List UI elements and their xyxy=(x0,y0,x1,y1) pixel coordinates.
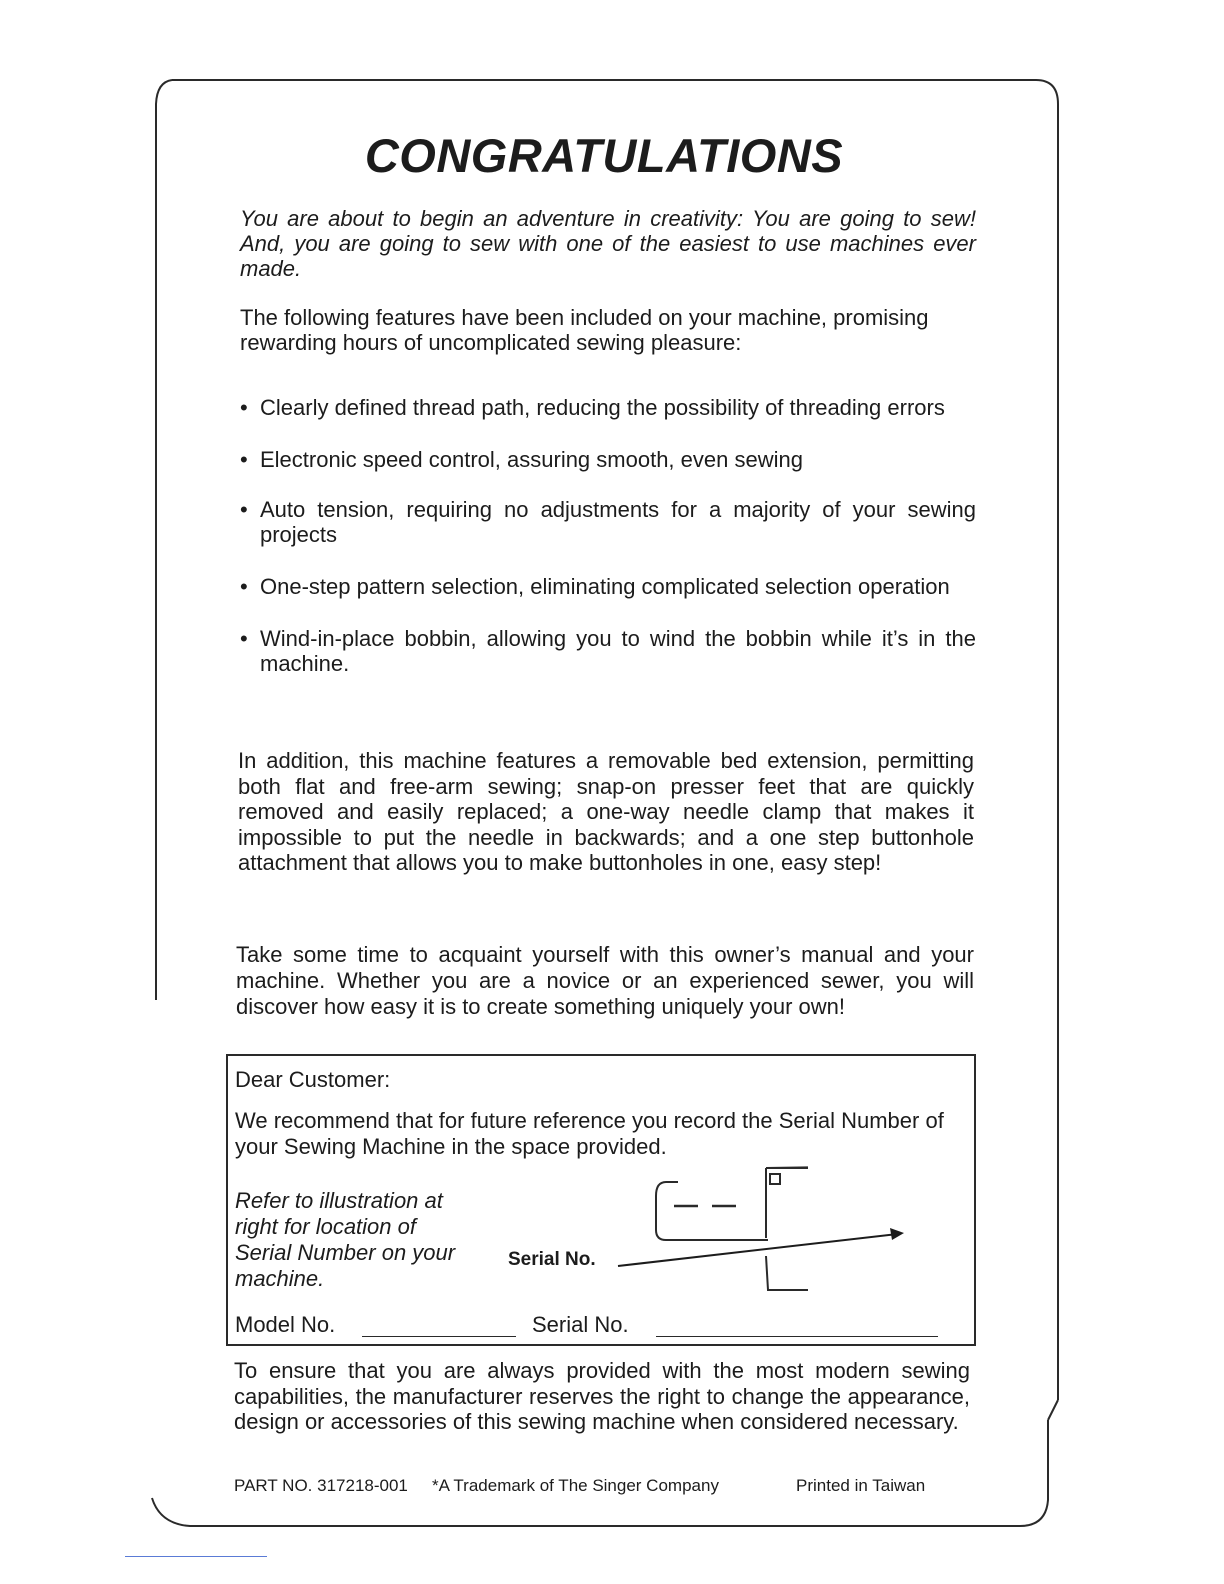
trademark-note: *A Trademark of The Singer Company xyxy=(432,1476,719,1495)
feature-item: • Electronic speed control, assuring smooth, even sewing xyxy=(240,447,803,472)
serial-callout-label: Serial No. xyxy=(508,1249,596,1270)
bullet-icon: • xyxy=(240,497,248,522)
customer-record-box xyxy=(226,1054,976,1346)
serial-number-field[interactable] xyxy=(656,1336,938,1337)
manufacturer-notice: To ensure that you are always provided with the most modern sewing capabilities, the manufacturer reserves the right to change the appearance, design or accessories of this sewing machine when considered necessary. xyxy=(234,1358,970,1434)
customer-greeting: Dear Customer: xyxy=(235,1067,391,1092)
feature-item: • Auto tension, requiring no adjustments for a majority of your sewing projects xyxy=(240,497,976,547)
model-number-label: Model No. xyxy=(235,1312,336,1337)
feature-list xyxy=(240,395,976,703)
page-title: CONGRATULATIONS xyxy=(364,129,844,182)
model-number-field[interactable] xyxy=(362,1336,516,1337)
bullet-icon: • xyxy=(240,395,248,420)
bullet-icon: • xyxy=(240,574,248,599)
bullet-icon: • xyxy=(240,626,248,651)
serial-recommendation: We recommend that for future reference you record the Serial Number of your Sewing Machine in the space provided. xyxy=(235,1108,944,1159)
feature-item: • Wind-in-place bobbin, allowing you to wind the bobbin while it’s in the machine. xyxy=(240,626,976,676)
printed-location: Printed in Taiwan xyxy=(796,1476,926,1495)
closing-paragraph: Take some time to acquaint yourself with this owner’s manual and your machine. Whether you are a novice or an experienced sewer, you will discover how easy it is to create something uniquely your own! xyxy=(236,942,974,1019)
serial-number-label: Serial No. xyxy=(532,1312,629,1337)
addition-paragraph: In addition, this machine features a removable bed extension, permitting both flat and free-arm sewing; snap-on presser feet that are quickly removed and easily replaced; a one-way needle clamp that makes it impossible to put the needle in backwards; and a one step buttonhole attachment that allows you to make buttonholes in one, easy step! xyxy=(238,748,974,875)
serial-location-note: Refer to illustration at right for location of Serial Number on your machine. xyxy=(235,1188,456,1291)
feature-item: • One-step pattern selection, eliminating complicated selection operation xyxy=(240,574,950,599)
page-bottom-rule xyxy=(125,1556,267,1557)
intro-paragraph: You are about to begin an adventure in creativity: You are going to sew! And, you are going to sew with one of the easiest to use machines ever made. xyxy=(240,206,976,281)
serial-pointer-arrow xyxy=(228,1056,978,1348)
features-intro: The following features have been included on your machine, promising rewarding hours of uncomplicated sewing pleasure: xyxy=(240,305,929,355)
bullet-icon: • xyxy=(240,447,248,472)
part-number: PART NO. 317218-001 xyxy=(234,1476,408,1495)
feature-item: • Clearly defined thread path, reducing the possibility of threading errors xyxy=(240,395,945,420)
